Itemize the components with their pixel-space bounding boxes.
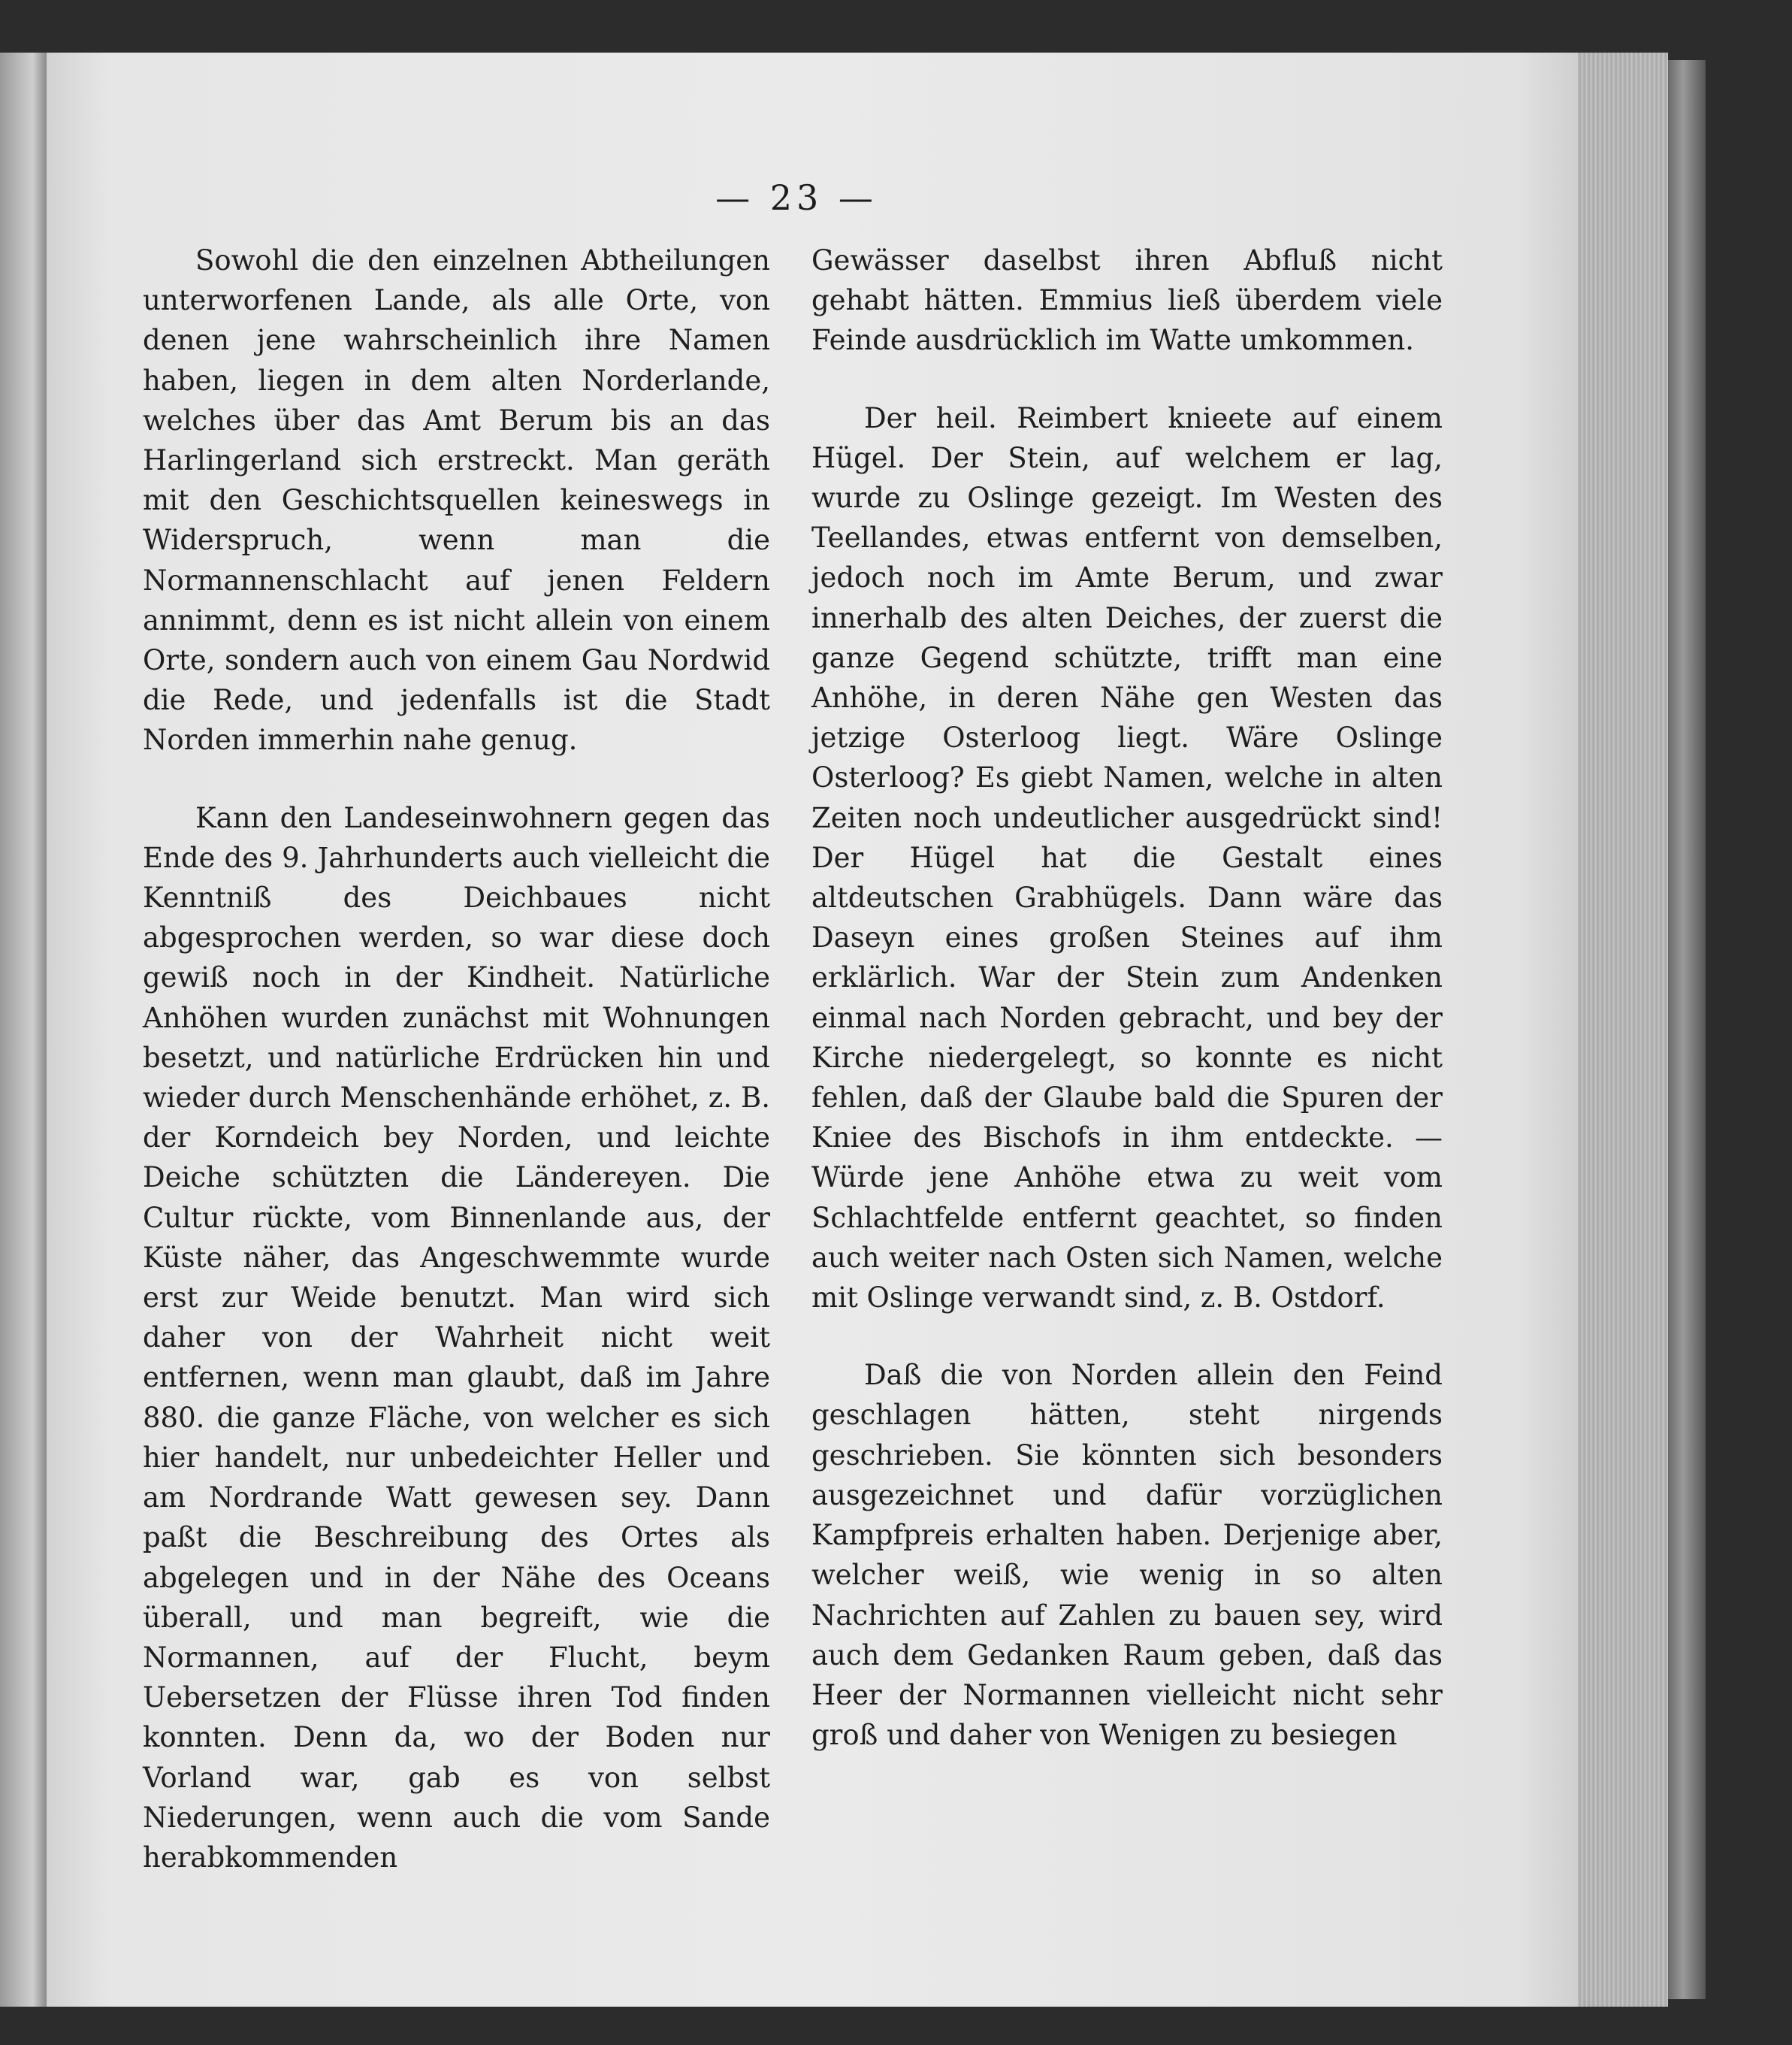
left-text-column <box>143 240 770 1877</box>
paragraph: Gewässer daselbst ihren Abfluß nicht gehabt hätten. Emmius ließ überdem viele Feinde ausdrücklich im Watte umkommen. <box>811 244 1443 357</box>
right-text-column <box>811 240 1443 1755</box>
page-number: — 23 — <box>715 177 878 218</box>
paragraph: Daß die von Norden allein den Feind geschlagen hätten, steht nirgends geschrieben. Sie könnten sich besonders ausgezeichnet und dafür vorzüglichen Kampfpreis erhalten haben. Derjenige aber, welcher weiß, wie wenig in so alten Nachrichten auf Zahlen zu bauen sey, wird auch dem Gedanken Raum geben, daß das Heer der Normannen vielleicht nicht sehr groß und daher von Wenigen zu besiegen <box>811 1359 1443 1752</box>
previous-page-edge <box>0 53 47 2007</box>
book-cover-edge <box>1668 60 1706 1999</box>
page-stack-edge <box>1578 53 1668 2007</box>
paragraph: Kann den Landeseinwohnern gegen das Ende des 9. Jahrhunderts auch vielleicht die Kenntniß des Deichbaues nicht abgesprochen werden, so war diese doch gewiß noch in der Kindheit. Natürliche Anhöhen wurden zunächst mit Wohnungen besetzt, und natürliche Erdrücken hin und wieder durch Menschenhände erhöhet, z. B. der Korndeich bey Norden, und leichte Deiche schützten die Ländereyen. Die Cultur rückte, vom Binnenlande aus, der Küste näher, das Angeschwemmte wurde erst zur Weide benutzt. Man wird sich daher von der Wahrheit nicht weit entfernen, wenn man glaubt, daß im Jahre 880. die ganze Fläche, von welcher es sich hier handelt, nur unbedeichter Heller und am Nordrande Watt gewesen sey. Dann paßt die Beschreibung des Ortes als abgelegen und in der Nähe des Oceans überall, und man begreift, wie die Normannen, auf der Flucht, beym Uebersetzen der Flüsse ihren Tod finden konnten. Denn da, wo der Boden nur Vorland war, gab es von selbst Niederungen, wenn auch die vom Sande herabkommenden <box>143 801 770 1874</box>
paragraph: Der heil. Reimbert knieete auf einem Hügel. Der Stein, auf welchem er lag, wurde zu Oslinge gezeigt. Im Westen des Teellandes, etwas entfernt von demselben, jedoch noch im Amte Berum, und zwar innerhalb des alten Deiches, der zuerst die ganze Gegend schützte, trifft man eine Anhöhe, in deren Nähe gen Westen das jetzige Osterloog liegt. Wäre Oslinge Osterloog? Es giebt Namen, welche in alten Zeiten noch undeutlicher ausgedrückt sind! Der Hügel hat die Gestalt eines altdeutschen Grabhügels. Dann wäre das Daseyn eines großen Steines auf ihm erklärlich. War der Stein zum Andenken einmal nach Norden gebracht, und bey der Kirche niedergelegt, so konnte es nicht fehlen, daß der Glaube bald die Spuren der Kniee des Bischofs in ihm entdeckte. — Würde jene Anhöhe etwa zu weit vom Schlachtfelde entfernt geachtet, so finden auch weiter nach Osten sich Namen, welche mit Oslinge verwandt sind, z. B. Ostdorf. <box>811 401 1443 1314</box>
paragraph: Sowohl die den einzelnen Abtheilungen unterworfenen Lande, als alle Orte, von denen jene wahrscheinlich ihre Namen haben, liegen in dem alten Norderlande, welches über das Amt Berum bis an das Harlingerland sich erstreckt. Man geräth mit den Geschichtsquellen keineswegs in Widerspruch, wenn man die Normannenschlacht auf jenen Feldern annimmt, denn es ist nicht allein von einem Orte, sondern auch von einem Gau Nordwid die Rede, und jedenfalls ist die Stadt Norden immerhin nahe genug. <box>143 244 770 757</box>
